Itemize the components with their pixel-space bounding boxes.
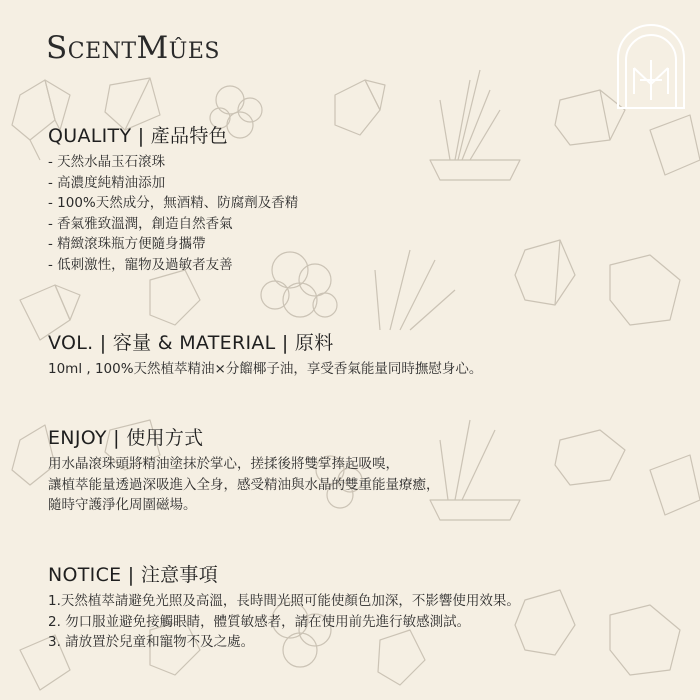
quality-heading: QUALITY | 產品特色	[48, 125, 228, 147]
usage-line: 用水晶滾珠頭將精油塗抹於掌心，搓揉後將雙掌捧起吸嗅，	[48, 456, 399, 472]
notice-heading: NOTICE | 注意事項	[48, 564, 219, 586]
usage-line: 隨時守護淨化周圍磁場。	[48, 497, 197, 513]
quality-item: - 高濃度純精油添加	[48, 174, 166, 191]
usage-section	[48, 426, 668, 516]
usage-heading: ENJOY | 使用方式	[48, 427, 204, 449]
brand-logo-text: ScentMûes	[46, 30, 220, 66]
quality-item: - 低刺激性，寵物及過敏者友善	[48, 256, 233, 273]
quality-item: - 香氣雅致溫潤，創造自然香氣	[48, 215, 233, 232]
quality-section	[48, 124, 668, 275]
crystal-sketch-icon	[150, 270, 200, 325]
quality-item: - 天然水晶玉石滾珠	[48, 154, 166, 170]
notice-line: 2. 勿口服並避免接觸眼睛，體質敏感者，請在使用前先進行敏感測試。	[48, 613, 471, 630]
notice-line: 1.天然植萃請避免光照及高溫，長時間光照可能使顏色加深，不影響使用效果。	[48, 593, 520, 609]
notice-line: 3. 請放置於兒童和寵物不及之處。	[48, 634, 255, 650]
volume-material-text: 10ml , 100%天然植萃精油×分餾椰子油，享受香氣能量同時撫慰身心。	[48, 361, 483, 377]
crystal-sketch-icon	[105, 78, 160, 130]
notice-section	[48, 563, 668, 653]
quality-item: - 精緻滾珠瓶方便隨身攜帶	[48, 236, 206, 252]
volume-material-section	[48, 331, 668, 380]
window-arch-logo-icon	[612, 20, 690, 112]
quality-item: - 100%天然成分，無酒精、防腐劑及香精	[48, 195, 299, 211]
volume-material-heading: VOL. | 容量 & MATERIAL | 原料	[48, 332, 334, 354]
usage-line: 讓植萃能量透過深吸進入全身，感受精油與水晶的雙重能量療癒，	[48, 476, 440, 493]
